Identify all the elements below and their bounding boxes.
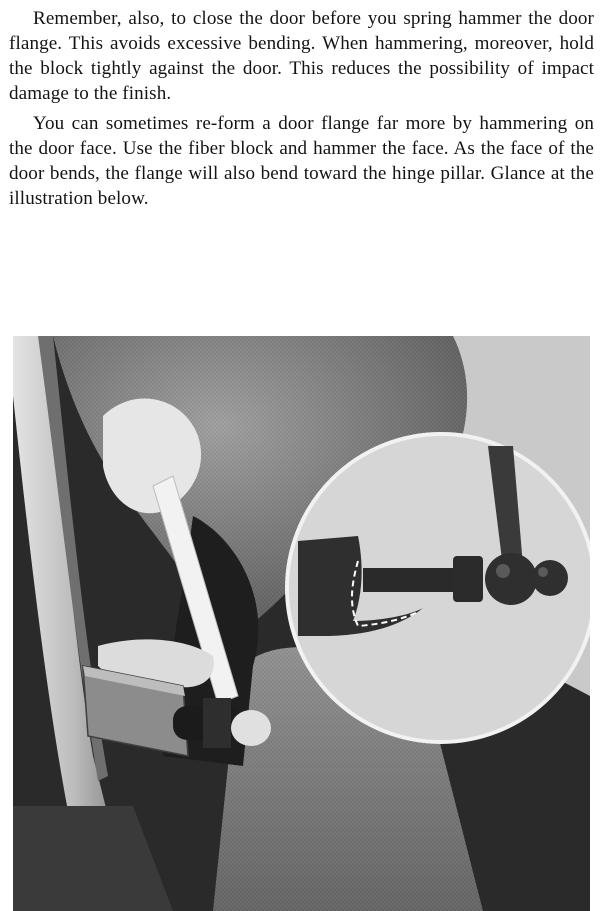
paragraph-2: You can sometimes re-form a door flange far more by hammering on the door face. Use the fiber block and hammer the face. As the face of the door bends, the flange will also bend toward the hinge pillar. Glance at the illustration below.: [9, 113, 594, 209]
illustration-photo: [13, 336, 590, 911]
body-text: [9, 6, 594, 211]
paragraph-1: Remember, also, to close the door before you spring hammer the door flange. This avoids excessive bending. When hammering, moreover, hold the block tightly against the door. This reduces the possibility of impact damage to the finish.: [9, 8, 594, 104]
inset-detail-circle: [287, 434, 590, 742]
